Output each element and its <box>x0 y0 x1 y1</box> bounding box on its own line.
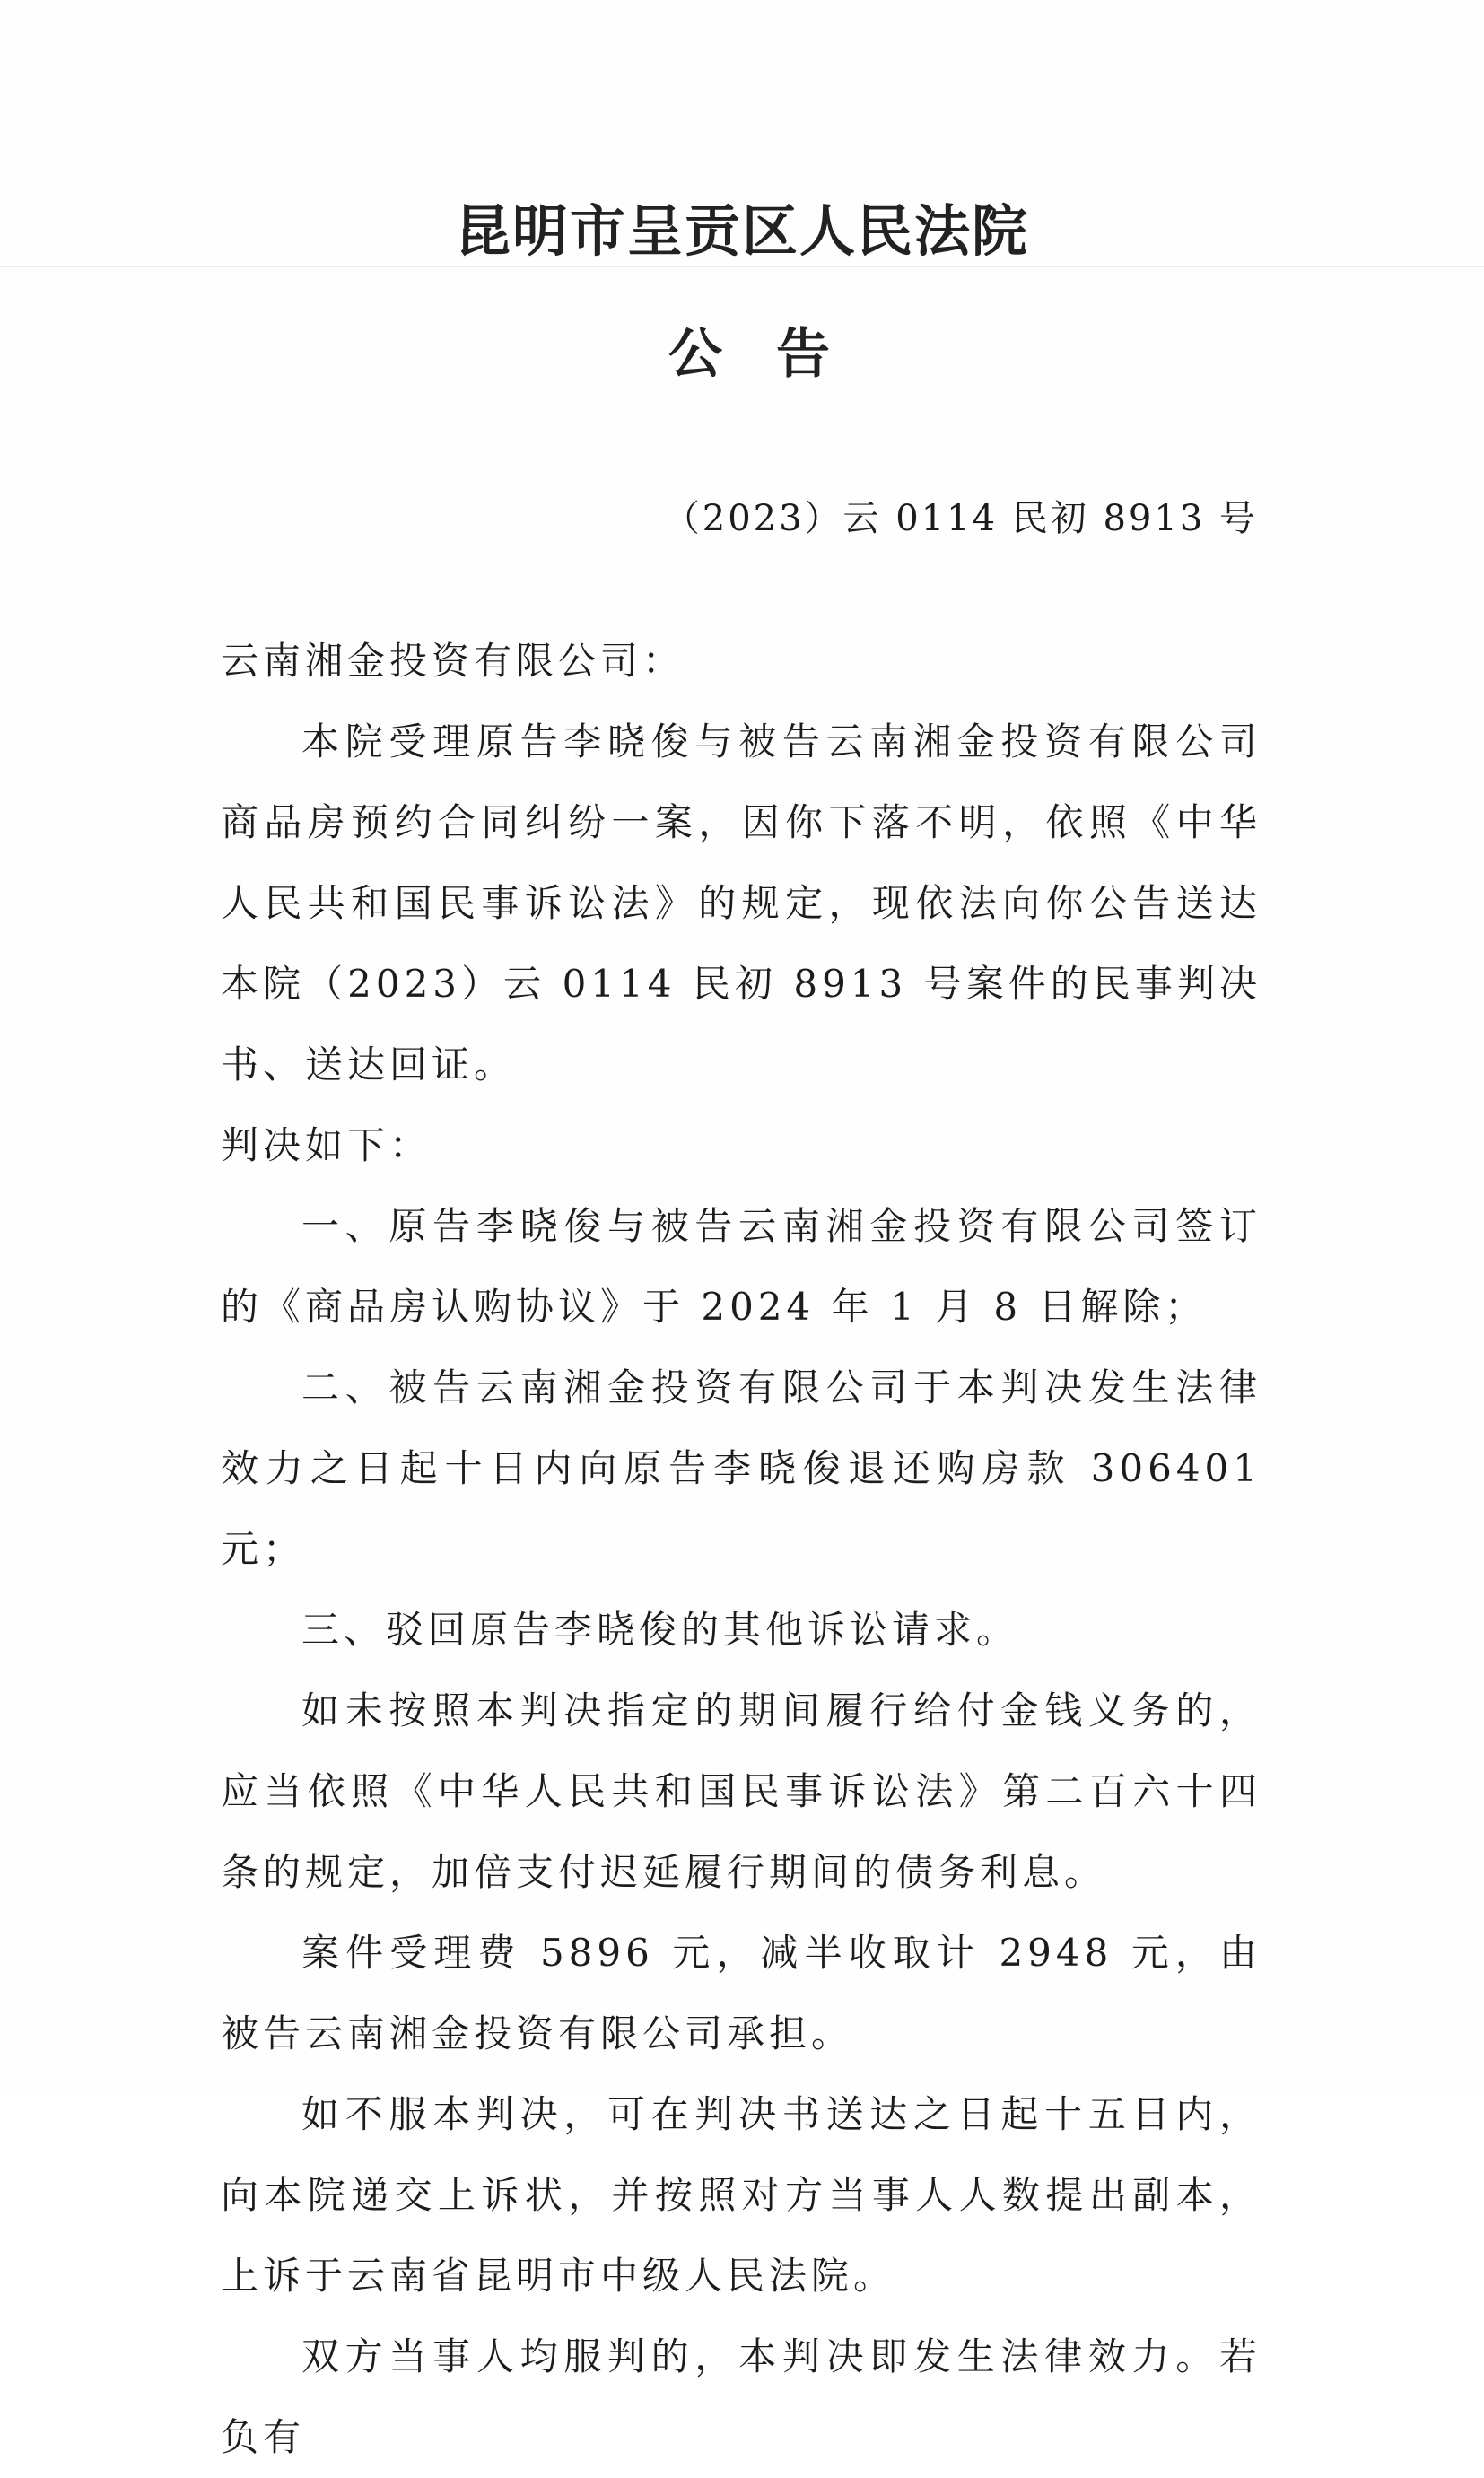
court-name-heading: 昆明市呈贡区人民法院 <box>454 198 1029 264</box>
paragraph-late-interest: 如未按照本判决指定的期间履行给付金钱义务的，应当依照《中华人民共和国民事诉讼法》第二百六十四条的规定，加倍支付迟延履行期间的债务利息。 <box>221 1688 1261 1894</box>
paragraph-appeal: 如不服本判决，可在判决书送达之日起十五日内，向本院递交上诉状，并按照对方当事人人数提出副本，上诉于云南省昆明市中级人民法院。 <box>221 2092 1261 2298</box>
paragraph-item-1: 一、原告李晓俊与被告云南湘金投资有限公司签订的《商品房认购协议》于 2024 年 1 月 8 日解除； <box>221 1204 1261 1329</box>
paragraph-item-3: 三、驳回原告李晓俊的其他诉讼请求。 <box>301 1608 1019 1652</box>
addressee: 云南湘金投资有限公司： <box>221 639 685 683</box>
notice-body <box>221 621 1261 2478</box>
paragraph-effect: 双方当事人均服判的，本判决即发生法律效力。若负有 <box>221 2334 1261 2459</box>
paragraph-intro: 本院受理原告李晓俊与被告云南湘金投资有限公司商品房预约合同纠纷一案，因你下落不明，依照《中华人民共和国民事诉讼法》的规定，现依法向你公告送达本院（2023）云 0114 民初 8913 号案件的民事判决书、送达回证。 <box>221 720 1261 1086</box>
document-type-heading: 公 告 <box>668 323 830 386</box>
case-number: （2023）云 0114 民初 8913 号 <box>663 498 1258 539</box>
paragraph-court-fee: 案件受理费 5896 元，减半收取计 2948 元，由被告云南湘金投资有限公司承担。 <box>221 1931 1261 2055</box>
paragraph-judgment-heading: 判决如下： <box>221 1123 432 1167</box>
paragraph-item-2: 二、被告云南湘金投资有限公司于本判决发生法律效力之日起十日内向原告李晓俊退还购房款 306401 元； <box>221 1366 1261 1571</box>
